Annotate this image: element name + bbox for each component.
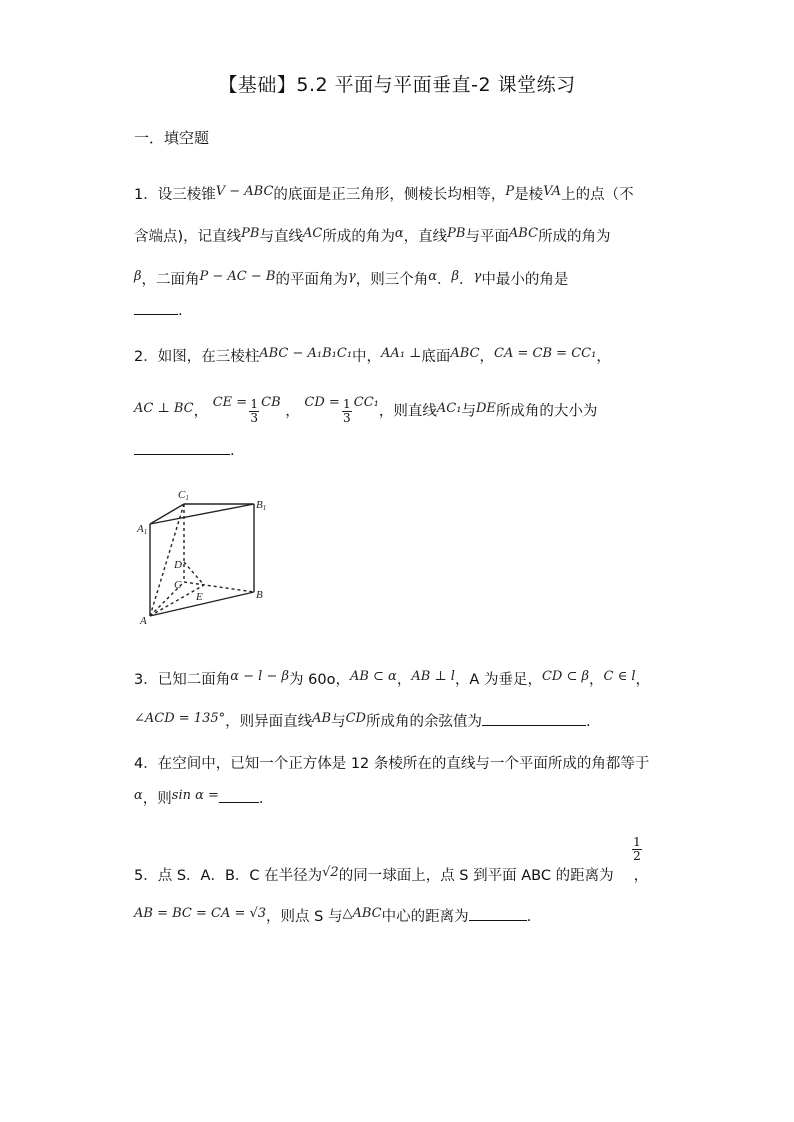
section-heading: 一．填空题	[134, 129, 210, 147]
q5-answer-blank[interactable]	[469, 906, 527, 921]
q1-line-3: β，二面角P − AC − B的平面角为γ，则三个角α．β．γ中最小的角是	[134, 269, 569, 288]
page-title: 【基础】5.2 平面与平面垂直-2 课堂练习	[218, 74, 576, 96]
q2-line-1: 2．如图，在三棱柱ABC − A₁B₁C₁中，AA₁ ⊥底面ABC，CA = CB = CC₁，	[134, 346, 611, 365]
q5-line-2: AB = BC = CA = √3，则点 S 与△ABC中心的距离为 .	[134, 906, 532, 925]
prism-figure	[134, 486, 274, 626]
q2-answer-blank[interactable]	[134, 440, 230, 455]
q5-line-1: 5．点 S．A．B．C 在半径为√2的同一球面上，点 S 到平面 ABC 的距离为 ，	[134, 865, 649, 884]
q4-line-1: 4．在空间中，已知一个正方体是 12 条棱所在的直线与一个平面所成的角都等于	[134, 756, 650, 772]
label-A: A	[140, 615, 147, 626]
q1-line-1: 1．设三棱锥V − ABC的底面是正三角形，侧棱长均相等，P是棱VA上的点（不	[134, 184, 634, 203]
q2-line-2: AC ⊥ BC， CE = $\frac{1}{3}$ CB ， CD = $\frac{1}{3}$ CC₁，则直线AC₁与DE所成角的大小为	[134, 394, 598, 425]
q2-answer-line: .	[134, 440, 235, 459]
label-B: B	[256, 589, 263, 601]
fraction-one-third: $\frac{1}{3}$	[250, 397, 258, 425]
label-A1: A1	[137, 523, 148, 536]
fraction-one-third: $\frac{1}{3}$	[342, 397, 351, 425]
q5-distance-fraction: $\frac{1}{2}$	[633, 835, 641, 863]
q1-answer-blank[interactable]	[134, 300, 178, 315]
q3-answer-blank[interactable]	[482, 711, 586, 726]
label-E: E	[196, 591, 203, 603]
q1-answer-line: .	[134, 300, 183, 319]
q4-answer-blank[interactable]	[219, 788, 259, 803]
q1-line-2: 含端点)，记直线PB与直线AC所成的角为α，直线PB与平面ABC所成的角为	[134, 226, 611, 245]
label-C: C	[174, 579, 182, 591]
q3-line-2: ∠ACD = 135°，则异面直线AB与CD所成角的余弦值为 .	[134, 711, 591, 730]
q3-line-1: 3．已知二面角α − l − β为 60o，AB ⊂ α，AB ⊥ l，A 为垂足，CD ⊂ β，C ∈ l，	[134, 669, 651, 688]
q4-line-2: α，则sin α = .	[134, 788, 264, 807]
label-D: D	[174, 559, 182, 571]
label-B1: B1	[256, 499, 267, 512]
label-C1: C1	[178, 489, 189, 502]
